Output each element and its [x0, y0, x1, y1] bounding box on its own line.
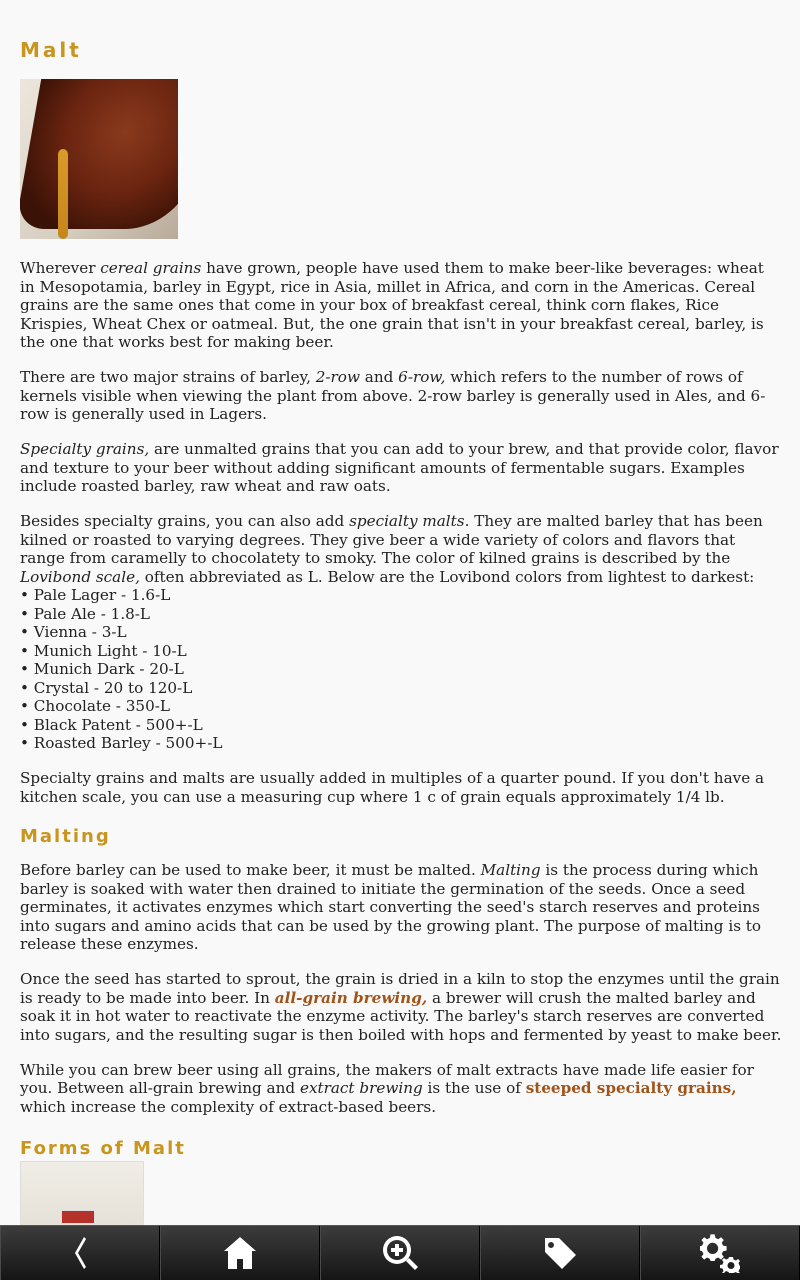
paragraph: Wherever cereal grains have grown, people have used them to make beer-like beverages: wheat in Mesopotamia, barley in Egypt, rice in Asia, millet in Africa, and corn in the Americas. Cereal grains are the same ones that come in your box of breakfast cereal, think corn flakes, Rice Krispies, Wheat Chex or oatmeal. But, the one grain that isn't in your breakfast cereal, barley, is the one that works best for making beer.: [20, 259, 764, 351]
home-icon: [220, 1233, 260, 1273]
malt-syrup-image: [20, 79, 178, 239]
tag-button[interactable]: [480, 1226, 640, 1280]
paragraph: Specialty grains and malts are usually added in multiples of a quarter pound. If you don't have a kitchen scale, you can use a measuring cup where 1 c of grain equals approximately 1/4 lb.: [20, 769, 765, 806]
list-item: • Black Patent - 500+-L: [20, 715, 203, 734]
malting-body: [20, 861, 782, 1116]
zoom-in-button[interactable]: [320, 1226, 480, 1280]
list-item: • Chocolate - 350-L: [20, 697, 170, 715]
back-icon: [60, 1233, 100, 1273]
paragraph: While you can brew beer using all grains, the makers of malt extracts have made life easier for you. Between all-grain brewing and extract brewing is the use of steeped specialty grains, which increase the complexity of extract-based beers.: [20, 1060, 754, 1116]
zoom-in-icon: [380, 1233, 420, 1273]
article-content: [20, 0, 782, 1233]
back-button[interactable]: [0, 1226, 160, 1280]
list-item: • Munich Dark - 20-L: [20, 660, 184, 678]
list-item: • Pale Lager - 1.6-L: [20, 586, 171, 604]
list-item: • Roasted Barley - 500+-L: [20, 734, 223, 752]
list-item: • Crystal - 20 to 120-L: [20, 678, 193, 697]
paragraph: Besides specialty grains, you can also add specialty malts. They are malted barley that has been kilned or roasted to varying degrees. They give beer a wide variety of colors and flavors that range from caramelly to chocolatety to smoky. The color of kilned grains is described by the Lovibond scale, often abbreviated as L. Below are the Lovibond colors from lightest to darkest:: [20, 512, 763, 586]
paragraph: Once the seed has started to sprout, the grain is dried in a kiln to stop the enzymes until the grain is ready to be made into beer. In all-grain brewing, a brewer will crush the malted barley and soak it in hot water to reactivate the enzyme activity. The barley's starch reserves are converted into sugars, and the resulting sugar is then boiled with hops and fermented by yeast to make beer.: [20, 970, 782, 1044]
lovibond-list: [20, 586, 782, 753]
malt-body: [20, 259, 782, 806]
paragraph: Specialty grains, are unmalted grains that you can add to your brew, and that provide color, flavor and texture to your beer without adding significant amounts of fermentable sugars. Examples include roasted barley, raw wheat and raw oats.: [20, 440, 779, 495]
all-grain-brewing-link[interactable]: all-grain brewing,: [274, 988, 428, 1007]
bottom-navigation-bar: [0, 1225, 800, 1280]
settings-button[interactable]: [640, 1226, 800, 1280]
home-button[interactable]: [160, 1226, 320, 1280]
settings-icon: [700, 1233, 740, 1273]
list-item: • Vienna - 3-L: [20, 623, 127, 641]
section-title-malt: Malt: [20, 38, 82, 62]
section-title-forms-of-malt: Forms of Malt: [20, 1138, 186, 1159]
tag-icon: [540, 1233, 580, 1273]
list-item: • Pale Ale - 1.8-L: [20, 604, 151, 623]
malt-bag-image: [20, 1161, 144, 1233]
paragraph: Before barley can be used to make beer, it must be malted. Malting is the process during which barley is soaked with water then drained to initiate the germination of the seeds. Once a seed germinates, it activates enzymes which start converting the seed's starch reserves and proteins into sugars and amino acids that can be used by the growing plant. The purpose of malting is to release these enzymes.: [20, 861, 762, 953]
paragraph: There are two major strains of barley, 2-row and 6-row, which refers to the number of rows of kernels visible when viewing the plant from above. 2-row barley is generally used in Ales, and 6-row is generally used in Lagers.: [20, 368, 766, 423]
steeped-specialty-grains-link[interactable]: steeped specialty grains,: [525, 1079, 737, 1097]
section-title-malting: Malting: [20, 826, 111, 847]
list-item: • Munich Light - 10-L: [20, 641, 187, 660]
